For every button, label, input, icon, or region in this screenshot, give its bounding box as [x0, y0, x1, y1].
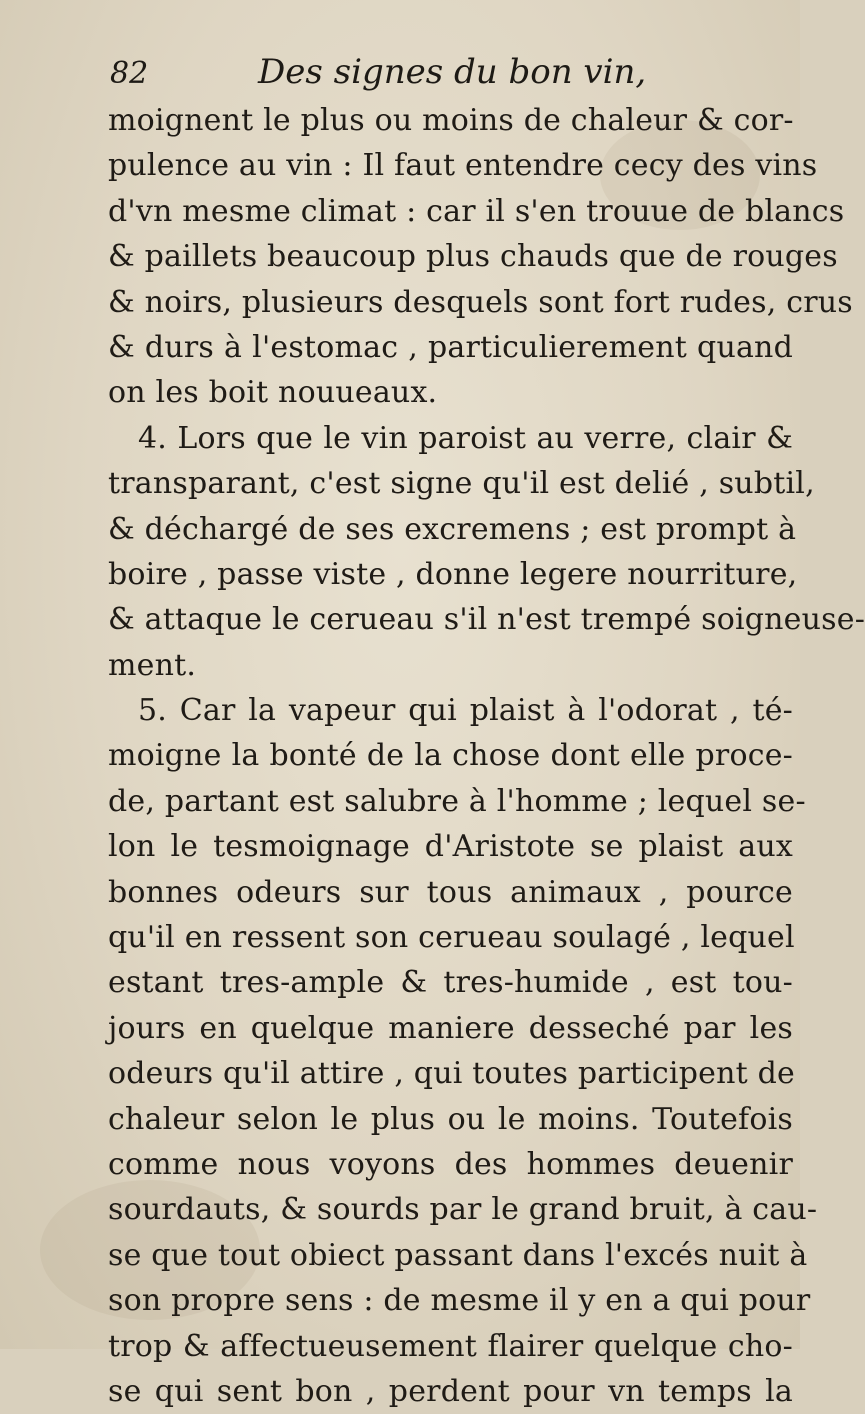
text-line: & paillets beaucoup plus chauds que de rouges — [108, 239, 838, 275]
text-line: lon le tesmoignage d'Aristote se plaist aux — [108, 829, 793, 865]
text-line: d'vn mesme climat : car il s'en trouue de blancs — [108, 193, 845, 229]
page-header — [108, 48, 768, 98]
body-text — [108, 98, 865, 1414]
text-line: estant tres-ample & tres-humide , est tou- — [108, 965, 793, 1001]
text-line: trop & affectueusement flairer quelque cho- — [108, 1328, 793, 1364]
text-line: comme nous voyons des hommes deuenir — [108, 1146, 793, 1182]
text-line: moignent le plus ou moins de chaleur & cor- — [108, 103, 794, 138]
text-line: bonnes odeurs sur tous animaux , pource — [108, 874, 793, 910]
text-line: transparant, c'est signe qu'il est delié , subtil, — [108, 466, 815, 502]
text-line: odeurs qu'il attire , qui toutes participent de — [108, 1056, 795, 1092]
text-line: sourdauts, & sourds par le grand bruit, à cau- — [108, 1192, 818, 1228]
text-line: boire , passe viste , donne legere nourriture, — [108, 556, 798, 592]
text-line: se que tout obiect passant dans l'excés nuit à — [108, 1237, 808, 1273]
text-line: moigne la bonté de la chose dont elle proce- — [108, 738, 793, 774]
text-line: jours en quelque maniere desseché par les — [108, 1010, 793, 1046]
text-line: chaleur selon le plus ou le moins. Toutefois — [108, 1101, 793, 1137]
text-line: & attaque le cerueau s'il n'est trempé soigneuse- — [108, 602, 865, 638]
page-number: 82 — [110, 56, 149, 91]
text-line: de, partant est salubre à l'homme ; lequel se- — [108, 783, 806, 819]
text-line: se qui sent bon , perdent pour vn temps la — [108, 1373, 793, 1409]
text-line: & noirs, plusieurs desquels sont fort rudes, crus — [108, 284, 853, 320]
text-line: & déchargé de ses excremens ; est prompt à — [108, 511, 797, 547]
text-line: son propre sens : de mesme il y en a qui pour — [108, 1283, 811, 1319]
text-line: & durs à l'estomac , particulierement quand — [108, 329, 793, 365]
text-line: pulence au vin : Il faut entendre cecy des vins — [108, 148, 818, 184]
text-line: qu'il en ressent son cerueau soulagé , lequel — [108, 920, 795, 956]
paragraph-start-line: 4. Lors que le vin paroist au verre, clair & — [138, 420, 793, 456]
running-head: Des signes du bon vin, — [258, 52, 647, 92]
text-line: ment. — [108, 647, 197, 683]
paragraph-start-line: 5. Car la vapeur qui plaist à l'odorat , té- — [138, 693, 793, 729]
text-line: on les boit nouueaux. — [108, 375, 438, 411]
